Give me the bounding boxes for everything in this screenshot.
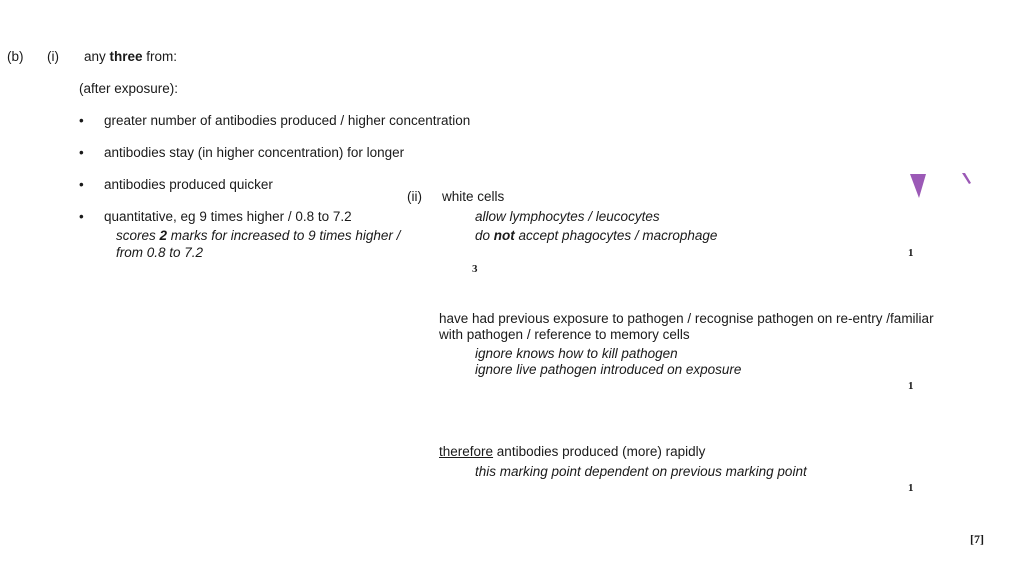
part-iii-answer-line2: with pathogen / reference to memory cells [439, 327, 690, 342]
point-3: antibodies produced quicker [104, 177, 273, 192]
part-ii-answer: white cells [442, 189, 505, 204]
point-2: antibodies stay (in higher concentration) for longer [104, 145, 405, 160]
donot-post: accept phagocytes / macrophage [514, 228, 718, 243]
total-marks: [7] [970, 532, 984, 546]
marks-part-i: 3 [472, 263, 478, 275]
bullet-marker: • [79, 145, 84, 160]
ignore-note-1: ignore knows how to kill pathogen [475, 346, 678, 361]
bullet-marker: • [79, 209, 84, 224]
note-post: marks for increased to 9 times higher / [167, 228, 401, 243]
intro-bold: three [109, 49, 143, 64]
point-1: greater number of antibodies produced / higher concentration [104, 113, 471, 128]
marks-part-iii: 1 [908, 380, 914, 392]
note-bold: 2 [159, 228, 168, 243]
answer-rest: antibodies produced (more) rapidly [493, 444, 706, 459]
bullet-marker: • [79, 177, 84, 192]
ignore-note-2: ignore live pathogen introduced on exposure [475, 362, 742, 377]
intro-pre: any [84, 49, 110, 64]
part-i-label: (i) [47, 49, 59, 64]
part-b-label: (b) [7, 49, 24, 64]
intro-post: from: [142, 49, 178, 64]
part-i-context: (after exposure): [79, 81, 179, 96]
part-i-intro [84, 48, 177, 65]
donot-note [475, 227, 717, 244]
marks-part-ii: 1 [908, 247, 914, 259]
tick-mark-left [910, 174, 926, 198]
scoring-note [116, 227, 400, 244]
therefore-word: therefore [439, 444, 494, 459]
tick-mark-icon [905, 172, 975, 202]
scoring-note-line2: from 0.8 to 7.2 [116, 245, 204, 260]
point-4: quantitative, eg 9 times higher / 0.8 to 7.2 [104, 209, 352, 224]
tick-mark-right [962, 173, 971, 184]
part-iii-answer-line1: have had previous exposure to pathogen / recognise pathogen on re-entry /familiar [439, 311, 934, 326]
part-ii-label: (ii) [407, 189, 422, 204]
allow-note: allow lymphocytes / leucocytes [475, 209, 660, 224]
note-pre: scores [116, 228, 160, 243]
part-iv-answer [439, 443, 705, 460]
bullet-marker: • [79, 113, 84, 128]
donot-bold: not [493, 228, 515, 243]
dependency-note: this marking point dependent on previous marking point [475, 464, 807, 479]
donot-pre: do [475, 228, 494, 243]
marks-part-iv: 1 [908, 482, 914, 494]
